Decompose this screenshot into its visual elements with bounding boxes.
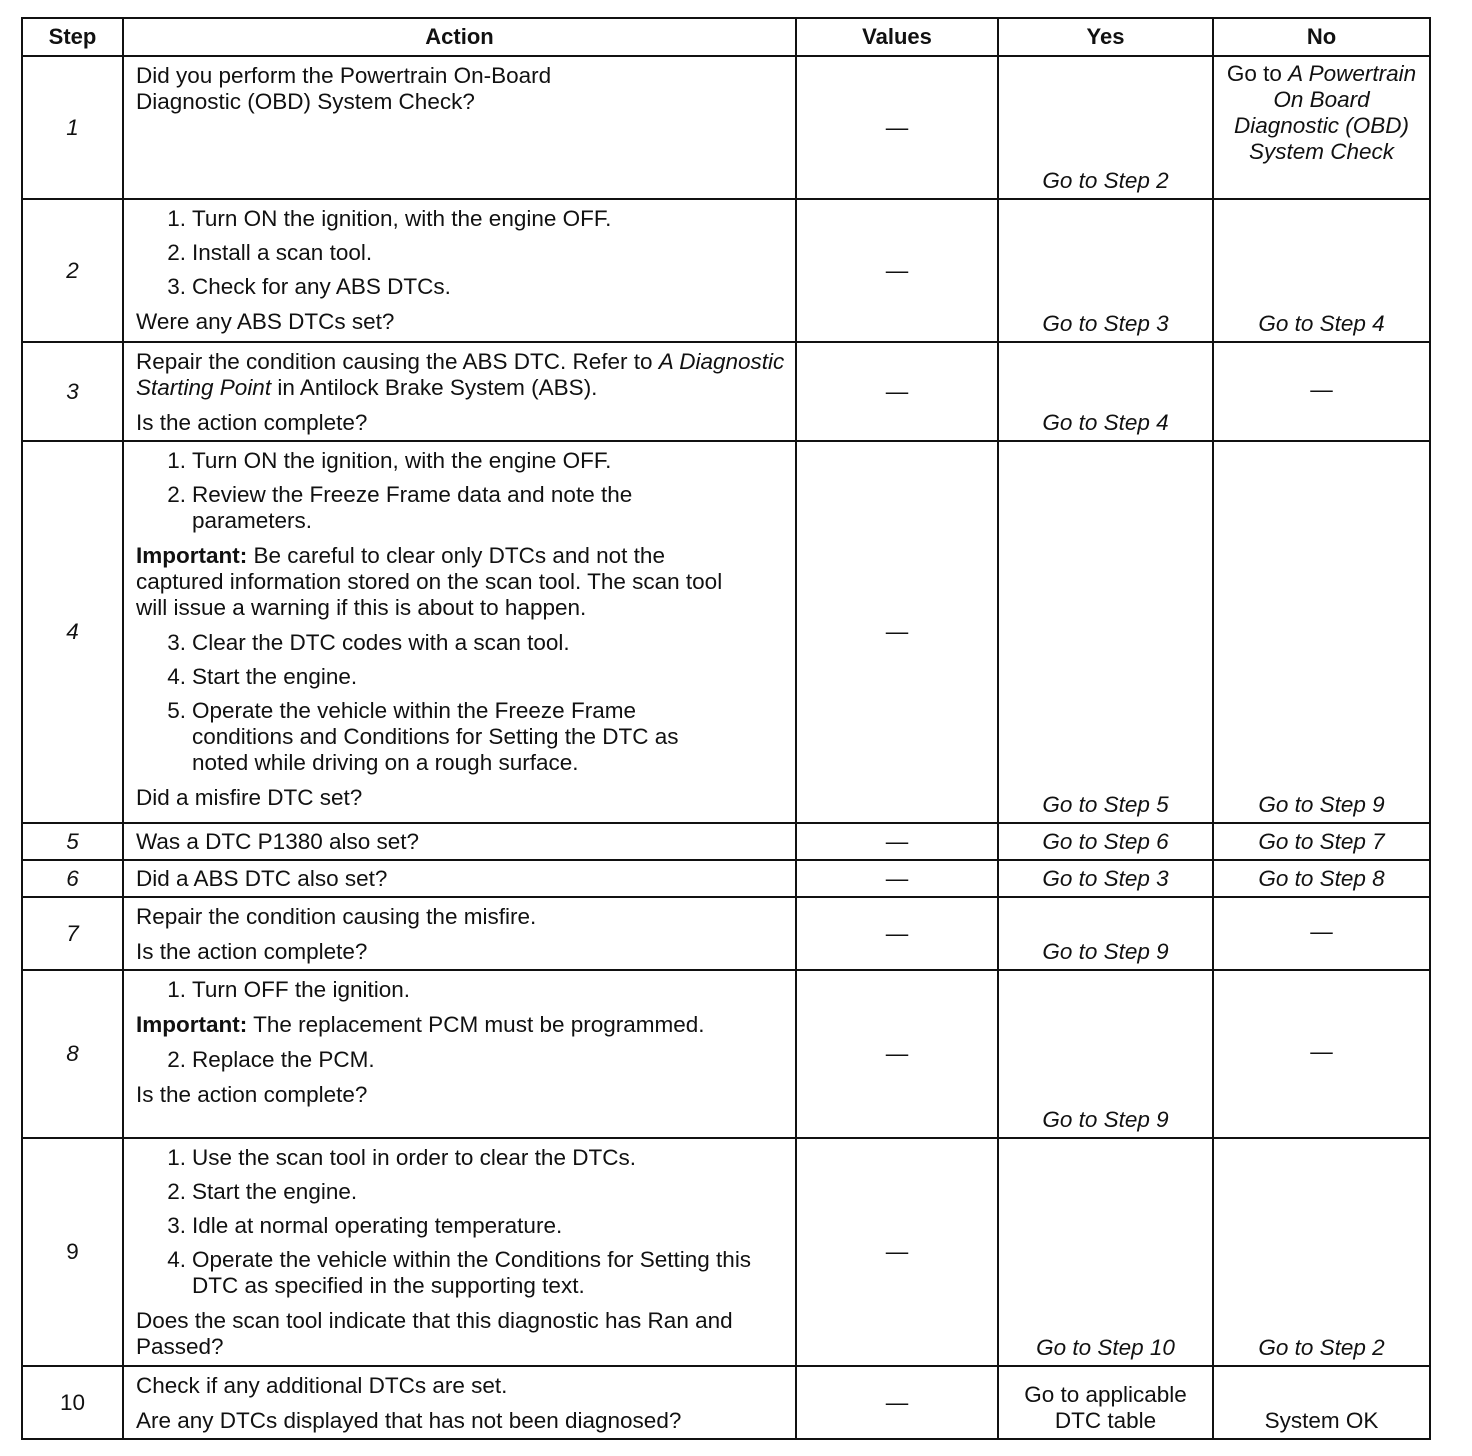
no-cell: Go to Step 9 <box>1213 441 1430 823</box>
step-number: 5 <box>22 823 123 860</box>
action-cell <box>123 823 796 860</box>
action-cell <box>123 342 796 441</box>
header-row <box>22 18 1430 56</box>
action-question: Did a ABS DTC also set? <box>136 865 388 891</box>
action-question: Did a misfire DTC set? <box>136 785 363 810</box>
action-list <box>136 1047 785 1073</box>
step-number: 9 <box>22 1138 123 1366</box>
values-cell: — <box>796 199 998 342</box>
no-cell: Go to Step 8 <box>1213 860 1430 897</box>
values-cell: — <box>796 1138 998 1366</box>
action-cell <box>123 199 796 342</box>
list-item: 1. Turn OFF the ignition. <box>167 977 411 1002</box>
values-cell: — <box>796 1366 998 1439</box>
values-cell: — <box>796 441 998 823</box>
action-question: Is the action complete? <box>136 1082 368 1107</box>
yes-cell: Go to Step 9 <box>998 897 1213 970</box>
table-row-step-1 <box>22 56 1430 199</box>
action-question: Is the action complete? <box>136 939 368 964</box>
header-action: Action <box>123 18 796 56</box>
list-item: 3. Idle at normal operating temperature. <box>167 1213 563 1238</box>
list-item: 3. Check for any ABS DTCs. <box>167 274 451 299</box>
action-cell <box>123 441 796 823</box>
list-item: 1. Turn ON the ignition, with the engine OFF. <box>167 206 612 231</box>
no-cell: Go to Step 4 <box>1213 199 1430 342</box>
action-question: Was a DTC P1380 also set? <box>136 828 420 854</box>
values-cell: — <box>796 970 998 1138</box>
no-cell: System OK <box>1213 1366 1430 1439</box>
table-row-step-5 <box>22 823 1430 860</box>
step-number: 4 <box>22 441 123 823</box>
action-list <box>136 206 785 300</box>
yes-cell: Go to Step 5 <box>998 441 1213 823</box>
action-question: Is the action complete? <box>136 410 368 435</box>
diagnostic-table <box>21 17 1431 1440</box>
no-cell: Go to Step 2 <box>1213 1138 1430 1366</box>
yes-cell: Go to Step 9 <box>998 970 1213 1138</box>
header-yes: Yes <box>998 18 1213 56</box>
list-item: 5. Operate the vehicle within the Freeze Frame conditions and Conditions for Setting the DTC as noted while driving on a rough surface. <box>167 698 679 775</box>
action-question: Were any ABS DTCs set? <box>136 309 395 334</box>
action-text: Check if any additional DTCs are set. <box>136 1373 508 1398</box>
action-question: Did you perform the Powertrain On-Board Diagnostic (OBD) System Check? <box>136 63 552 114</box>
action-question: Are any DTCs displayed that has not been diagnosed? <box>136 1408 682 1433</box>
no-cell: Go to Step 7 <box>1213 823 1430 860</box>
step-number: 6 <box>22 860 123 897</box>
step-number: 10 <box>22 1366 123 1439</box>
values-cell: — <box>796 897 998 970</box>
header-values: Values <box>796 18 998 56</box>
table-row-step-3 <box>22 342 1430 441</box>
dash-mark: — <box>885 114 909 140</box>
no-prefix: Go to <box>1226 61 1289 86</box>
list-item: 3. Clear the DTC codes with a scan tool. <box>167 630 570 655</box>
action-text: Repair the condition causing the ABS DTC. Refer to A Diagnostic Starting Point in Antilock Brake System (ABS). <box>136 349 785 400</box>
step-number: 3 <box>22 342 123 441</box>
table-row-step-8 <box>22 970 1430 1138</box>
yes-cell: Go to Step 10 <box>998 1138 1213 1366</box>
yes-cell: Go to Step 4 <box>998 342 1213 441</box>
important-note: Important: Be careful to clear only DTCs and not the captured information stored on the scan tool. The scan tool will issue a warning if this is about to happen. <box>136 543 723 620</box>
list-item: 2. Replace the PCM. <box>167 1047 375 1072</box>
no-cell: — <box>1213 970 1430 1138</box>
action-cell <box>123 897 796 970</box>
yes-cell: Go to applicable DTC table <box>998 1366 1213 1439</box>
table-row-step-4 <box>22 441 1430 823</box>
values-cell <box>796 56 998 199</box>
no-cell: — <box>1213 342 1430 441</box>
table-row-step-6 <box>22 860 1430 897</box>
table-row-step-9 <box>22 1138 1430 1366</box>
action-list <box>136 977 785 1003</box>
list-item: 1. Use the scan tool in order to clear the DTCs. <box>167 1145 636 1170</box>
yes-cell: Go to Step 3 <box>998 199 1213 342</box>
action-question: Does the scan tool indicate that this diagnostic has Ran and Passed? <box>136 1308 733 1359</box>
no-cell <box>1213 56 1430 199</box>
list-item: 1. Turn ON the ignition, with the engine OFF. <box>167 448 612 473</box>
values-cell: — <box>796 860 998 897</box>
values-cell: — <box>796 823 998 860</box>
yes-cell: Go to Step 2 <box>998 56 1213 199</box>
action-cell <box>123 56 796 199</box>
action-text: Repair the condition causing the misfire. <box>136 904 537 929</box>
action-list <box>136 448 785 534</box>
important-note: Important: The replacement PCM must be programmed. <box>136 1012 705 1037</box>
list-item: 4. Operate the vehicle within the Conditions for Setting this DTC as specified in the supporting text. <box>167 1247 752 1298</box>
step-number: 8 <box>22 970 123 1138</box>
header-no: No <box>1213 18 1430 56</box>
step-number: 2 <box>22 199 123 342</box>
list-item: 2. Review the Freeze Frame data and note the parameters. <box>167 482 633 533</box>
values-cell: — <box>796 342 998 441</box>
action-cell <box>123 1366 796 1439</box>
list-item: 2. Start the engine. <box>167 1179 358 1204</box>
table-row-step-10 <box>22 1366 1430 1439</box>
yes-cell: Go to Step 6 <box>998 823 1213 860</box>
list-item: 2. Install a scan tool. <box>167 240 373 265</box>
step-number: 1 <box>22 56 123 199</box>
action-list <box>136 630 785 776</box>
action-cell <box>123 860 796 897</box>
action-cell <box>123 1138 796 1366</box>
action-cell <box>123 970 796 1138</box>
action-list <box>136 1145 785 1299</box>
step-number: 7 <box>22 897 123 970</box>
list-item: 4. Start the engine. <box>167 664 358 689</box>
table-row-step-7 <box>22 897 1430 970</box>
table-row-step-2 <box>22 199 1430 342</box>
yes-cell: Go to Step 3 <box>998 860 1213 897</box>
no-cell: — <box>1213 897 1430 970</box>
header-step: Step <box>22 18 123 56</box>
no-link-text: A Powertrain On Board Diagnostic (OBD) System Check <box>1233 61 1417 164</box>
